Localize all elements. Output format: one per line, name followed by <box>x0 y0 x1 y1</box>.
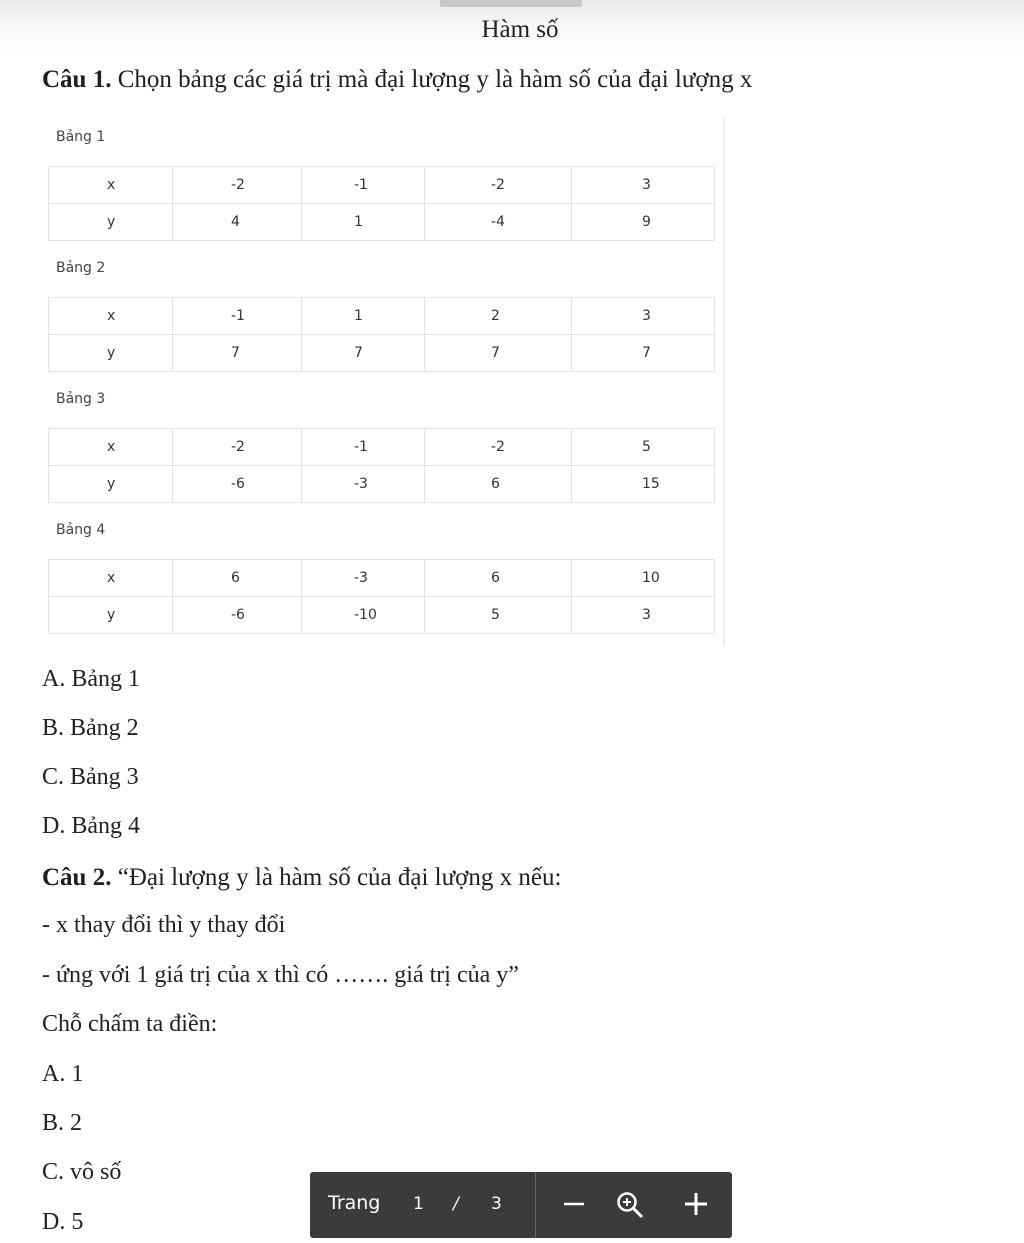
table-3 <box>48 428 715 503</box>
q1-option-d: D. Bảng 4 <box>42 813 140 839</box>
table-cell: x <box>49 298 173 335</box>
table-cell: 4 <box>173 204 302 241</box>
table-cell: 15 <box>572 466 715 503</box>
table-4-caption: Bảng 4 <box>56 522 106 538</box>
table-cell: -2 <box>173 167 302 204</box>
table-cell: 3 <box>572 298 715 335</box>
table-4 <box>48 559 715 634</box>
q2-condition-1: - x thay đổi thì y thay đổi <box>42 912 286 938</box>
total-pages: 3 <box>491 1194 502 1214</box>
q2-option-a: A. 1 <box>42 1061 84 1087</box>
table-cell: x <box>49 429 173 466</box>
table-cell: -1 <box>173 298 302 335</box>
table-row <box>49 597 715 634</box>
table-2-caption: Bảng 2 <box>56 260 106 276</box>
question-1 <box>42 66 752 94</box>
table-cell: 7 <box>173 335 302 372</box>
question-2-text: “Đại lượng y là hàm số của đại lượng x nếu: <box>111 864 562 891</box>
table-row <box>49 204 715 241</box>
table-1 <box>48 166 715 241</box>
table-cell: 1 <box>302 298 425 335</box>
table-cell: 9 <box>572 204 715 241</box>
page-separator: / <box>453 1194 459 1214</box>
table-row <box>49 560 715 597</box>
table-cell: 7 <box>302 335 425 372</box>
question-1-label: Câu 1. <box>42 66 112 93</box>
table-3-caption: Bảng 3 <box>56 391 106 407</box>
table-cell: 3 <box>572 167 715 204</box>
q1-option-c: C. Bảng 3 <box>42 764 139 790</box>
table-cell: y <box>49 335 173 372</box>
q2-option-b: B. 2 <box>42 1110 83 1136</box>
page-toolbar <box>310 1172 732 1238</box>
magnifier-zoom-icon[interactable] <box>615 1190 645 1220</box>
table-cell: x <box>49 167 173 204</box>
table-cell: -6 <box>173 466 302 503</box>
table-cell: 10 <box>572 560 715 597</box>
table-cell: -1 <box>302 429 425 466</box>
table-cell: -10 <box>302 597 425 634</box>
table-row <box>49 167 715 204</box>
table-row <box>49 466 715 503</box>
q2-prompt: Chỗ chấm ta điền: <box>42 1011 218 1037</box>
table-cell: -6 <box>173 597 302 634</box>
q2-condition-2: - ứng với 1 giá trị của x thì có ……. giá trị của y” <box>42 962 519 988</box>
table-cell: 5 <box>572 429 715 466</box>
table-cell: -2 <box>173 429 302 466</box>
table-cell: -2 <box>425 429 572 466</box>
q2-option-c: C. vô số <box>42 1159 122 1185</box>
table-row <box>49 298 715 335</box>
q1-option-b: B. Bảng 2 <box>42 715 139 741</box>
zoom-out-icon[interactable] <box>560 1190 588 1218</box>
table-cell: 6 <box>425 560 572 597</box>
question-2-label: Câu 2. <box>42 864 112 891</box>
table-cell: y <box>49 204 173 241</box>
current-page-input[interactable]: 1 <box>413 1194 424 1214</box>
table-1-caption: Bảng 1 <box>56 129 106 145</box>
document-title: Hàm số <box>481 16 559 43</box>
q1-option-a: A. Bảng 1 <box>42 666 140 692</box>
table-cell: x <box>49 560 173 597</box>
table-cell: 6 <box>173 560 302 597</box>
toolbar-divider <box>535 1172 536 1238</box>
table-row <box>49 335 715 372</box>
q2-option-d: D. 5 <box>42 1209 84 1235</box>
table-cell: y <box>49 597 173 634</box>
table-cell: -3 <box>302 560 425 597</box>
table-cell: y <box>49 466 173 503</box>
table-cell: -2 <box>425 167 572 204</box>
table-2 <box>48 297 715 372</box>
scroll-handle[interactable] <box>440 0 582 7</box>
table-cell: -3 <box>302 466 425 503</box>
table-cell: 7 <box>425 335 572 372</box>
table-cell: 7 <box>572 335 715 372</box>
table-cell: 6 <box>425 466 572 503</box>
table-row <box>49 429 715 466</box>
table-cell: 3 <box>572 597 715 634</box>
table-cell: -4 <box>425 204 572 241</box>
question-2 <box>42 864 561 892</box>
table-cell: -1 <box>302 167 425 204</box>
zoom-in-icon[interactable] <box>682 1190 710 1218</box>
table-cell: 5 <box>425 597 572 634</box>
page-label: Trang <box>328 1192 381 1214</box>
question-1-text: Chọn bảng các giá trị mà đại lượng y là hàm số của đại lượng x <box>111 66 753 93</box>
table-cell: 1 <box>302 204 425 241</box>
table-cell: 2 <box>425 298 572 335</box>
